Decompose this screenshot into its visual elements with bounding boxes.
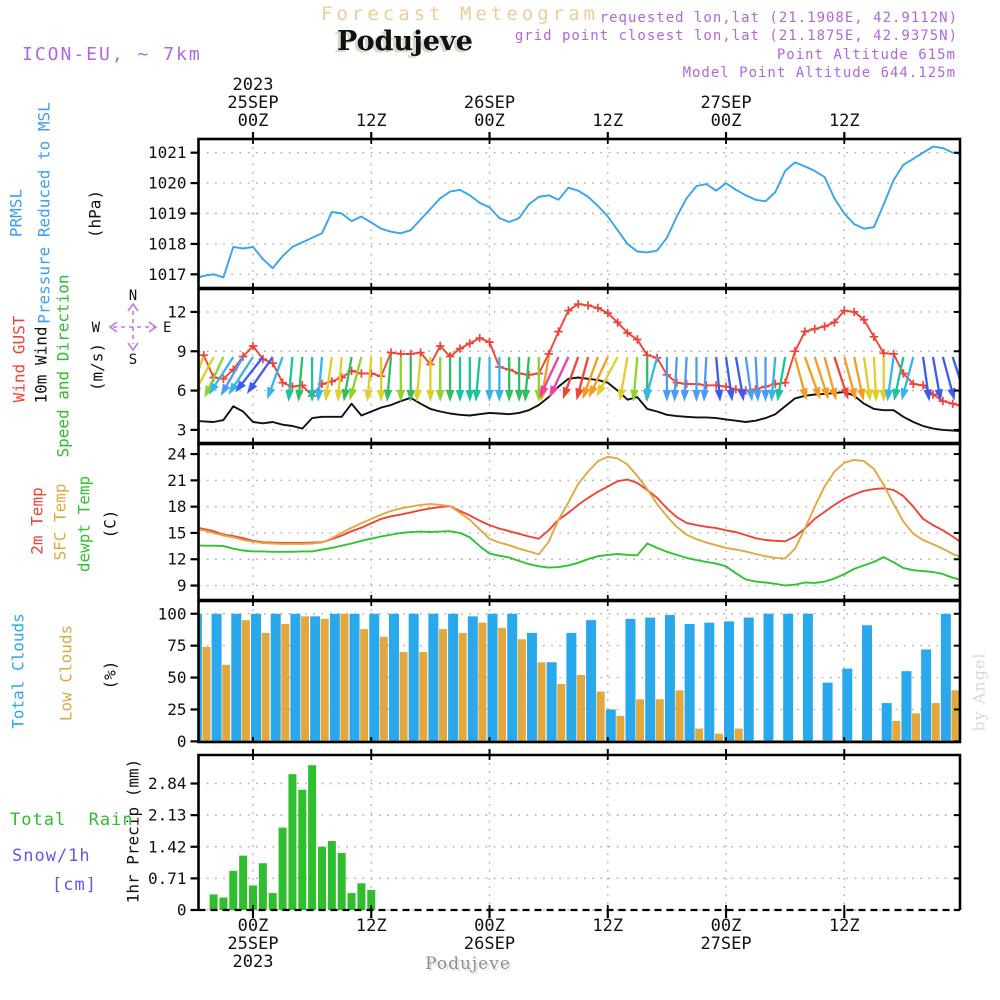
svg-text:100: 100 <box>157 604 187 624</box>
panel-wind <box>167 289 982 443</box>
precip-series <box>210 765 376 910</box>
total-clouds-label: Total Clouds <box>8 613 28 729</box>
svg-text:1020: 1020 <box>147 173 187 193</box>
svg-text:00Z: 00Z <box>237 916 269 936</box>
svg-text:24: 24 <box>167 444 187 464</box>
svg-text:26SEP: 26SEP <box>463 93 516 113</box>
svg-text:12: 12 <box>167 549 187 569</box>
panel-precip <box>148 749 960 920</box>
snow-label: Snow/1h <box>12 846 91 866</box>
snow-unit-label: [cm] <box>52 875 97 895</box>
svg-text:2.84: 2.84 <box>147 774 187 794</box>
svg-text:00Z: 00Z <box>474 111 505 131</box>
svg-text:12Z: 12Z <box>355 111 387 131</box>
svg-text:0.71: 0.71 <box>147 868 187 888</box>
wind-speed-direction-label: Speed and Direction <box>53 274 73 458</box>
svg-text:9: 9 <box>176 576 187 596</box>
panel-pressure <box>148 132 963 288</box>
svg-text:6: 6 <box>176 381 187 401</box>
svg-text:18: 18 <box>167 497 187 517</box>
temperature-series <box>194 457 963 586</box>
station-title: Podujeve <box>337 26 473 57</box>
svg-text:1017: 1017 <box>147 264 187 284</box>
svg-text:N: N <box>128 288 138 304</box>
svg-text:25: 25 <box>167 699 187 719</box>
svg-text:27SEP: 27SEP <box>700 934 752 954</box>
svg-text:E: E <box>163 320 172 336</box>
model-name: ICON-EU, ~ 7km <box>22 44 202 65</box>
precip-axis-label: 1hr Precip (mm) <box>123 758 143 904</box>
wind-unit-label: (m/s) <box>87 342 107 392</box>
svg-text:9: 9 <box>176 341 187 361</box>
svg-text:1018: 1018 <box>147 234 187 254</box>
wind-direction-compass <box>92 288 172 368</box>
svg-text:27SEP: 27SEP <box>700 93 752 113</box>
dewpoint-label: dewpt Temp <box>74 475 94 573</box>
panel-clouds <box>158 601 980 751</box>
panel-temperature <box>167 444 962 600</box>
svg-text:12Z: 12Z <box>828 111 860 131</box>
pressure-axis-label-long: Pressure Reduced to MSL <box>34 102 54 324</box>
pressure-axis-label-short: PRMSL <box>6 188 26 238</box>
watermark: by Angel <box>969 652 989 732</box>
pressure-series <box>194 147 963 279</box>
svg-text:1021: 1021 <box>147 143 187 163</box>
svg-text:12: 12 <box>167 302 187 322</box>
svg-text:00Z: 00Z <box>474 916 505 936</box>
svg-text:S: S <box>128 352 138 368</box>
svg-text:12Z: 12Z <box>828 916 860 936</box>
clouds-unit-label: (%) <box>100 660 120 690</box>
wind-gust-label: Wind GUST <box>9 315 29 403</box>
time-axis-labels <box>227 75 859 972</box>
figure-title: Forecast Meteogram <box>321 3 599 25</box>
pressure-unit-label: (hPa) <box>85 189 105 239</box>
svg-text:W: W <box>91 320 100 336</box>
low-clouds-label: Low Clouds <box>56 624 76 722</box>
model-point-altitude: Model Point Altitude 644.125m <box>682 65 956 81</box>
svg-text:1019: 1019 <box>147 204 187 223</box>
svg-text:75: 75 <box>167 636 187 656</box>
svg-text:15: 15 <box>167 523 187 543</box>
footer-station-name: Podujeve <box>425 954 511 974</box>
svg-text:21: 21 <box>167 470 187 490</box>
svg-text:3: 3 <box>176 420 187 440</box>
requested-coords: requested lon,lat (21.1908E, 42.9112N) <box>599 10 958 26</box>
svg-text:26SEP: 26SEP <box>463 934 516 954</box>
svg-text:2.13: 2.13 <box>147 805 187 825</box>
wind-10m-label: 10m Wind <box>31 326 51 404</box>
svg-text:25SEP: 25SEP <box>227 93 279 113</box>
svg-text:12Z: 12Z <box>592 111 624 131</box>
svg-text:0: 0 <box>176 900 187 920</box>
svg-text:12Z: 12Z <box>355 916 387 936</box>
svg-text:2023: 2023 <box>232 75 274 95</box>
svg-text:50: 50 <box>167 668 187 688</box>
svg-text:0: 0 <box>176 731 187 751</box>
grid-point-coords: grid point closest lon,lat (21.1875E, 42.9375N) <box>514 28 958 44</box>
svg-text:2023: 2023 <box>232 952 274 972</box>
svg-text:00Z: 00Z <box>237 111 269 131</box>
svg-text:00Z: 00Z <box>710 916 742 936</box>
point-altitude: Point Altitude 615m <box>776 47 956 63</box>
svg-text:1.42: 1.42 <box>147 837 187 857</box>
svg-text:25SEP: 25SEP <box>227 934 279 954</box>
temp-sfc-label: SFC Temp <box>50 483 70 561</box>
total-rain-label: Total Rain <box>10 810 134 830</box>
wind-series <box>175 300 982 431</box>
svg-text:12Z: 12Z <box>592 916 624 936</box>
temp-2m-label: 2m Temp <box>27 487 47 555</box>
svg-text:00Z: 00Z <box>710 111 742 131</box>
temp-unit-label: (C) <box>100 509 120 539</box>
